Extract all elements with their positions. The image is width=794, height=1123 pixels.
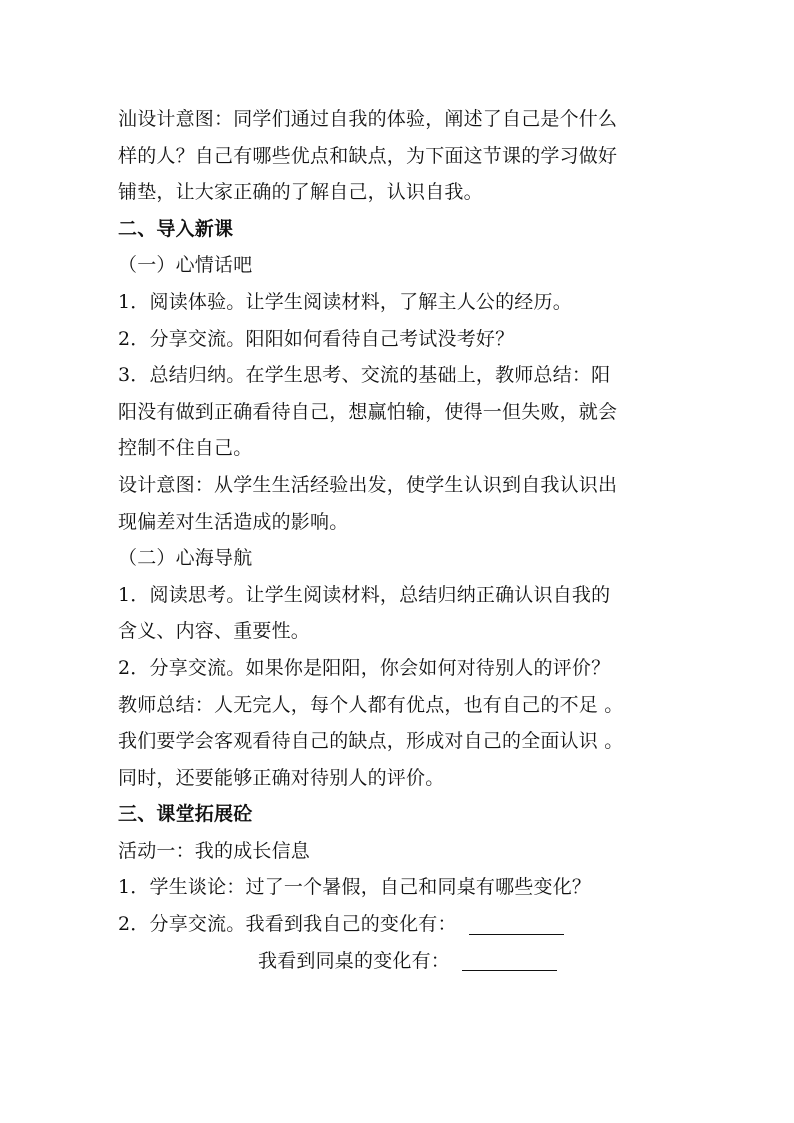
text-line: 同时，还要能够正确对待别人的评价。 — [118, 766, 445, 789]
fill-label: 我看到同桌的变化有： — [258, 949, 451, 972]
section-heading: 三、课堂拓展砼 — [118, 803, 253, 826]
fill-in-blank — [462, 952, 557, 971]
subsection-heading: （一）心情话吧 — [118, 254, 253, 277]
text-line: 铺垫，让大家正确的了解自己，认识自我。 — [118, 181, 483, 204]
text-line: 2．分享交流。如果你是阳阳，你会如何对待别人的评价？ — [118, 656, 611, 679]
activity-title: 活动一：我的成长信息 — [118, 839, 311, 862]
text-line: 2．分享交流。阳阳如何看待自己考试没考好？ — [118, 327, 515, 350]
subsection-heading: （二）心海导航 — [118, 547, 253, 570]
text-line: 我们要学会客观看待自己的缺点，形成对自己的全面认识 。 — [118, 730, 624, 753]
text-line: 1．学生谈论：过了一个暑假，自己和同桌有哪些变化？ — [118, 876, 592, 899]
text-line: 1．阅读思考。让学生阅读材料，总结归纳正确认识自我的 — [118, 583, 611, 606]
text-line: 汕设计意图：同学们通过自我的体验，阐述了自己是个什么 — [118, 108, 618, 130]
text-line: 控制不住自己。 — [118, 437, 253, 460]
text-line: 3．总结归纳。在学生思考、交流的基础上，教师总结：阳 — [118, 364, 611, 387]
text-line: 教师总结：人无完人，每个人都有优点，也有自己的不足 。 — [118, 693, 624, 716]
fill-label: 2．分享交流。我看到我自己的变化有： — [118, 913, 457, 936]
text-line: 样的人？自己有哪些优点和缺点，为下面这节课的学习做好 — [118, 144, 618, 167]
section-heading: 二、导入新课 — [118, 217, 234, 240]
text-line: 含义、内容、重要性。 — [118, 620, 311, 643]
fill-line-deskmate — [118, 943, 678, 980]
fill-in-blank — [469, 916, 564, 935]
text-line: 现偏差对生活造成的影响。 — [118, 510, 349, 533]
text-line: 1．阅读体验。让学生阅读材料，了解主人公的经历。 — [118, 290, 572, 313]
document-page — [118, 101, 678, 979]
text-line: 设计意图：从学生生活经验出发，使学生认识到自我认识出 — [118, 473, 618, 496]
text-line: 阳没有做到正确看待自己，想赢怕输，使得一但失败，就会 — [118, 400, 618, 423]
fill-line-self — [118, 906, 678, 943]
